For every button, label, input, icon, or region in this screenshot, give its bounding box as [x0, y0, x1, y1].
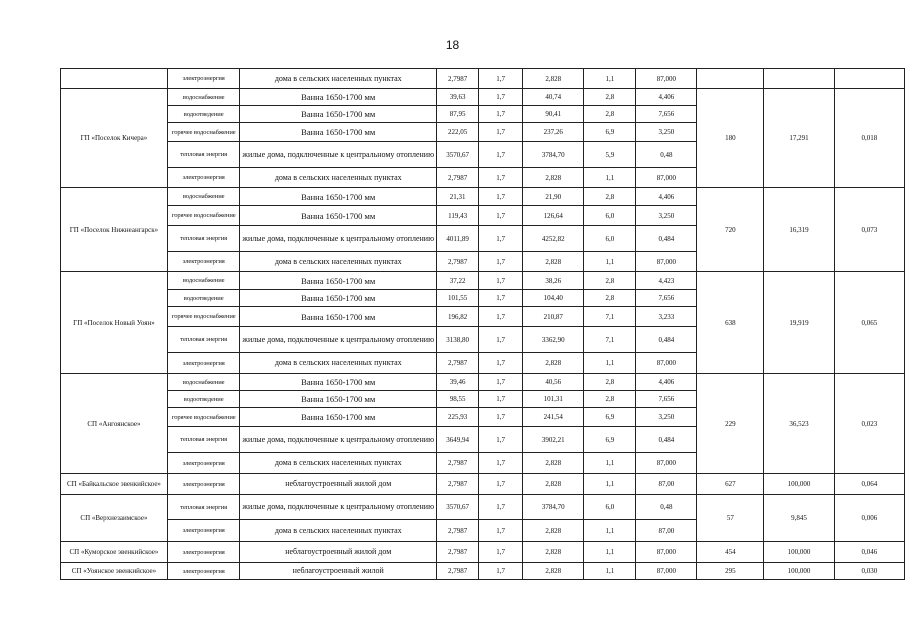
description-cell: Ванна 1650-1700 мм — [240, 206, 437, 226]
value-cell: 1,7 — [479, 520, 523, 542]
value-cell: 1,7 — [479, 290, 523, 307]
summary-cell — [697, 69, 764, 89]
table-row — [61, 188, 905, 206]
value-cell: 6,9 — [584, 427, 636, 453]
settlement-cell: СП «Ангоянское» — [61, 374, 168, 474]
summary-cell: 0,073 — [834, 188, 904, 272]
value-cell: 1,7 — [479, 106, 523, 123]
value-cell: 2,8 — [584, 188, 636, 206]
description-cell: жилые дома, подключенные к центральному отоплению — [240, 495, 437, 520]
value-cell: 3,250 — [636, 123, 697, 142]
value-cell: 1,7 — [479, 272, 523, 290]
description-cell: жилые дома, подключенные к центральному отоплению — [240, 427, 437, 453]
value-cell: 2,8 — [584, 106, 636, 123]
value-cell: 2,7987 — [437, 563, 479, 580]
value-cell: 3784,70 — [523, 142, 584, 168]
value-cell: 1,1 — [584, 520, 636, 542]
description-cell: жилые дома, подключенные к центральному отоплению — [240, 327, 437, 353]
settlement-cell: СП «Уоянское эвенкийское» — [61, 563, 168, 580]
table-row — [61, 272, 905, 290]
value-cell: 3570,67 — [437, 495, 479, 520]
value-cell: 2,7987 — [437, 542, 479, 563]
value-cell: 126,64 — [523, 206, 584, 226]
description-cell: дома в сельских населенных пунктах — [240, 168, 437, 188]
summary-cell — [834, 69, 904, 89]
value-cell: 1,1 — [584, 69, 636, 89]
resource-cell: тепловая энергия — [167, 142, 240, 168]
resource-cell: горячее водоснабжение — [167, 408, 240, 427]
resource-cell: электроэнергия — [167, 453, 240, 474]
table-row — [61, 542, 905, 563]
table-row — [61, 374, 905, 391]
value-cell: 87,000 — [636, 542, 697, 563]
value-cell: 1,7 — [479, 327, 523, 353]
value-cell: 1,7 — [479, 391, 523, 408]
summary-cell: 627 — [697, 474, 764, 495]
value-cell: 2,828 — [523, 353, 584, 374]
resource-cell: водоснабжение — [167, 89, 240, 106]
value-cell: 196,82 — [437, 307, 479, 327]
value-cell: 1,7 — [479, 168, 523, 188]
value-cell: 87,00 — [636, 474, 697, 495]
value-cell: 2,828 — [523, 453, 584, 474]
value-cell: 4011,89 — [437, 226, 479, 252]
resource-cell: электроэнергия — [167, 474, 240, 495]
resource-cell: электроэнергия — [167, 69, 240, 89]
value-cell: 2,8 — [584, 290, 636, 307]
resource-cell: электроэнергия — [167, 353, 240, 374]
value-cell: 6,0 — [584, 495, 636, 520]
summary-cell: 19,919 — [764, 272, 834, 374]
description-cell: дома в сельских населенных пунктах — [240, 453, 437, 474]
table-row — [61, 474, 905, 495]
description-cell: дома в сельских населенных пунктах — [240, 520, 437, 542]
value-cell: 87,000 — [636, 353, 697, 374]
page-number: 18 — [445, 38, 460, 52]
value-cell: 1,7 — [479, 563, 523, 580]
resource-cell: электроэнергия — [167, 542, 240, 563]
value-cell: 40,56 — [523, 374, 584, 391]
summary-cell: 229 — [697, 374, 764, 474]
value-cell: 1,1 — [584, 453, 636, 474]
value-cell: 3138,80 — [437, 327, 479, 353]
value-cell: 101,55 — [437, 290, 479, 307]
value-cell: 1,7 — [479, 142, 523, 168]
summary-cell: 0,018 — [834, 89, 904, 188]
value-cell: 1,7 — [479, 226, 523, 252]
value-cell: 90,41 — [523, 106, 584, 123]
resource-cell: электроэнергия — [167, 252, 240, 272]
value-cell: 1,7 — [479, 542, 523, 563]
summary-cell: 0,065 — [834, 272, 904, 374]
table-row — [61, 89, 905, 106]
description-cell: Ванна 1650-1700 мм — [240, 106, 437, 123]
value-cell: 2,7987 — [437, 474, 479, 495]
summary-cell: 9,845 — [764, 495, 834, 542]
value-cell: 3362,90 — [523, 327, 584, 353]
value-cell: 3,250 — [636, 408, 697, 427]
value-cell: 222,05 — [437, 123, 479, 142]
value-cell: 101,31 — [523, 391, 584, 408]
value-cell: 1,7 — [479, 252, 523, 272]
value-cell: 3570,67 — [437, 142, 479, 168]
value-cell: 7,1 — [584, 307, 636, 327]
value-cell: 2,7987 — [437, 520, 479, 542]
value-cell: 87,000 — [636, 252, 697, 272]
value-cell: 1,7 — [479, 69, 523, 89]
summary-cell: 180 — [697, 89, 764, 188]
value-cell: 7,656 — [636, 391, 697, 408]
value-cell: 1,1 — [584, 353, 636, 374]
description-cell: дома в сельских населенных пунктах — [240, 69, 437, 89]
value-cell: 2,8 — [584, 391, 636, 408]
description-cell: жилые дома, подключенные к центральному отоплению — [240, 142, 437, 168]
value-cell: 1,7 — [479, 495, 523, 520]
value-cell: 87,95 — [437, 106, 479, 123]
resource-cell: горячее водоснабжение — [167, 307, 240, 327]
value-cell: 4252,82 — [523, 226, 584, 252]
value-cell: 2,828 — [523, 542, 584, 563]
summary-cell: 57 — [697, 495, 764, 542]
value-cell: 2,828 — [523, 474, 584, 495]
value-cell: 6,9 — [584, 123, 636, 142]
summary-cell: 100,000 — [764, 563, 834, 580]
value-cell: 1,7 — [479, 353, 523, 374]
summary-cell: 0,064 — [834, 474, 904, 495]
description-cell: Ванна 1650-1700 мм — [240, 307, 437, 327]
summary-cell: 36,523 — [764, 374, 834, 474]
value-cell: 2,7987 — [437, 353, 479, 374]
settlement-cell: СП «Верхнезаимское» — [61, 495, 168, 542]
settlement-cell — [61, 69, 168, 89]
value-cell: 1,7 — [479, 374, 523, 391]
resource-cell: электроэнергия — [167, 563, 240, 580]
value-cell: 2,8 — [584, 89, 636, 106]
value-cell: 2,828 — [523, 520, 584, 542]
settlement-cell: ГП «Поселок Кичера» — [61, 89, 168, 188]
value-cell: 2,828 — [523, 252, 584, 272]
value-cell: 4,406 — [636, 89, 697, 106]
value-cell: 241,54 — [523, 408, 584, 427]
value-cell: 1,1 — [584, 474, 636, 495]
summary-cell: 638 — [697, 272, 764, 374]
value-cell: 5,9 — [584, 142, 636, 168]
resource-cell: горячее водоснабжение — [167, 123, 240, 142]
description-cell: Ванна 1650-1700 мм — [240, 374, 437, 391]
value-cell: 37,22 — [437, 272, 479, 290]
value-cell: 1,7 — [479, 307, 523, 327]
description-cell: жилые дома, подключенные к центральному отоплению — [240, 226, 437, 252]
value-cell: 1,7 — [479, 206, 523, 226]
resource-cell: водоотведение — [167, 290, 240, 307]
tariff-table — [60, 68, 905, 580]
summary-cell: 100,000 — [764, 474, 834, 495]
summary-cell: 17,291 — [764, 89, 834, 188]
summary-cell — [764, 69, 834, 89]
description-cell: Ванна 1650-1700 мм — [240, 408, 437, 427]
value-cell: 0,484 — [636, 427, 697, 453]
resource-cell: электроэнергия — [167, 168, 240, 188]
value-cell: 2,8 — [584, 374, 636, 391]
value-cell: 4,406 — [636, 374, 697, 391]
value-cell: 39,46 — [437, 374, 479, 391]
description-cell: Ванна 1650-1700 мм — [240, 391, 437, 408]
value-cell: 210,87 — [523, 307, 584, 327]
value-cell: 1,7 — [479, 453, 523, 474]
description-cell: Ванна 1650-1700 мм — [240, 188, 437, 206]
value-cell: 87,000 — [636, 563, 697, 580]
table-row — [61, 495, 905, 520]
value-cell: 21,31 — [437, 188, 479, 206]
value-cell: 7,656 — [636, 290, 697, 307]
settlement-cell: ГП «Поселок Новый Уоян» — [61, 272, 168, 374]
value-cell: 1,7 — [479, 89, 523, 106]
value-cell: 1,7 — [479, 188, 523, 206]
value-cell: 119,43 — [437, 206, 479, 226]
value-cell: 104,40 — [523, 290, 584, 307]
value-cell: 2,7987 — [437, 453, 479, 474]
resource-cell: тепловая энергия — [167, 427, 240, 453]
value-cell: 2,7987 — [437, 168, 479, 188]
value-cell: 6,0 — [584, 206, 636, 226]
value-cell: 87,00 — [636, 520, 697, 542]
description-cell: Ванна 1650-1700 мм — [240, 272, 437, 290]
value-cell: 237,26 — [523, 123, 584, 142]
value-cell: 1,7 — [479, 474, 523, 495]
value-cell: 87,000 — [636, 453, 697, 474]
value-cell: 3902,21 — [523, 427, 584, 453]
description-cell: неблагоустроенный жилой — [240, 563, 437, 580]
value-cell: 98,55 — [437, 391, 479, 408]
value-cell: 1,1 — [584, 168, 636, 188]
value-cell: 3649,94 — [437, 427, 479, 453]
value-cell: 2,828 — [523, 563, 584, 580]
summary-cell: 0,046 — [834, 542, 904, 563]
resource-cell: водоснабжение — [167, 188, 240, 206]
summary-cell: 0,006 — [834, 495, 904, 542]
value-cell: 1,7 — [479, 123, 523, 142]
value-cell: 21,90 — [523, 188, 584, 206]
value-cell: 2,7987 — [437, 69, 479, 89]
value-cell: 87,000 — [636, 69, 697, 89]
value-cell: 225,93 — [437, 408, 479, 427]
value-cell: 6,0 — [584, 226, 636, 252]
value-cell: 2,828 — [523, 168, 584, 188]
description-cell: Ванна 1650-1700 мм — [240, 290, 437, 307]
value-cell: 0,48 — [636, 495, 697, 520]
value-cell: 1,1 — [584, 252, 636, 272]
value-cell: 7,656 — [636, 106, 697, 123]
settlement-cell: СП «Куморское эвенкийское» — [61, 542, 168, 563]
value-cell: 6,9 — [584, 408, 636, 427]
value-cell: 40,74 — [523, 89, 584, 106]
value-cell: 2,828 — [523, 69, 584, 89]
resource-cell: водоснабжение — [167, 272, 240, 290]
resource-cell: тепловая энергия — [167, 327, 240, 353]
value-cell: 1,7 — [479, 408, 523, 427]
settlement-cell: СП «Байкальское эвенкийское» — [61, 474, 168, 495]
value-cell: 0,484 — [636, 327, 697, 353]
resource-cell: тепловая энергия — [167, 495, 240, 520]
settlement-cell: ГП «Поселок Нижнеангарск» — [61, 188, 168, 272]
summary-cell: 100,000 — [764, 542, 834, 563]
value-cell: 0,484 — [636, 226, 697, 252]
resource-cell: водоснабжение — [167, 374, 240, 391]
summary-cell: 454 — [697, 542, 764, 563]
summary-cell: 720 — [697, 188, 764, 272]
value-cell: 4,423 — [636, 272, 697, 290]
value-cell: 3,233 — [636, 307, 697, 327]
resource-cell: горячее водоснабжение — [167, 206, 240, 226]
value-cell: 0,48 — [636, 142, 697, 168]
summary-cell: 16,319 — [764, 188, 834, 272]
description-cell: неблагоустроенный жилой дом — [240, 542, 437, 563]
summary-cell: 0,030 — [834, 563, 904, 580]
resource-cell: водоотведение — [167, 391, 240, 408]
summary-cell: 0,023 — [834, 374, 904, 474]
value-cell: 2,7987 — [437, 252, 479, 272]
resource-cell: электроэнергия — [167, 520, 240, 542]
resource-cell: тепловая энергия — [167, 226, 240, 252]
table-row — [61, 69, 905, 89]
value-cell: 1,1 — [584, 563, 636, 580]
description-cell: Ванна 1650-1700 мм — [240, 89, 437, 106]
description-cell: дома в сельских населенных пунктах — [240, 353, 437, 374]
value-cell: 2,8 — [584, 272, 636, 290]
description-cell: дома в сельских населенных пунктах — [240, 252, 437, 272]
value-cell: 7,1 — [584, 327, 636, 353]
value-cell: 4,406 — [636, 188, 697, 206]
value-cell: 38,26 — [523, 272, 584, 290]
description-cell: неблагоустроенный жилой дом — [240, 474, 437, 495]
value-cell: 3,250 — [636, 206, 697, 226]
value-cell: 39,63 — [437, 89, 479, 106]
resource-cell: водоотведение — [167, 106, 240, 123]
value-cell: 1,7 — [479, 427, 523, 453]
table-row — [61, 563, 905, 580]
summary-cell: 295 — [697, 563, 764, 580]
value-cell: 1,1 — [584, 542, 636, 563]
description-cell: Ванна 1650-1700 мм — [240, 123, 437, 142]
value-cell: 87,000 — [636, 168, 697, 188]
value-cell: 3784,70 — [523, 495, 584, 520]
